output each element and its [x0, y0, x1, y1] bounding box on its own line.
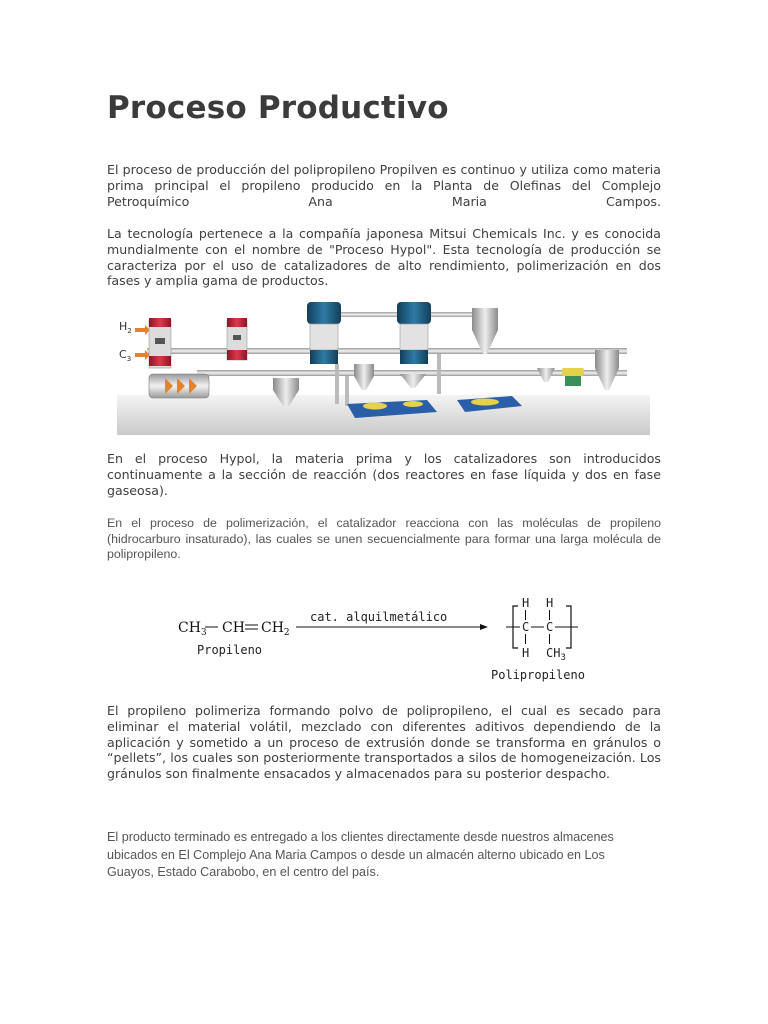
paragraph-hypol-process: En el proceso Hypol, la materia prima y los catalizadores son introducidos continuamente a la sección de reacción (dos reactores en fase líquida y dos en fase gaseosa).	[107, 451, 661, 498]
gas-reactor-2	[397, 302, 431, 364]
pipe-upper	[147, 348, 627, 354]
reaction-scheme	[170, 590, 610, 690]
gas-reactor-1	[307, 302, 341, 364]
pipe-vertical-2	[345, 376, 349, 406]
product-structure	[506, 596, 578, 663]
paragraph-delivery: El producto terminado es entregado a los clientes directamente desde nuestros almacenes ubicados en El Complejo Ana Maria Campos o desde un almacén alterno ubicado en Los Guayos, Estado Carabobo, en el centro del país.	[107, 830, 614, 879]
bagging-station	[562, 368, 584, 386]
catalyst-drum	[149, 374, 209, 398]
c3-label: $C_3$	[119, 348, 132, 363]
process-flow-diagram	[117, 290, 650, 435]
product-name: Polipropileno	[491, 668, 585, 682]
paragraph-raw-material: El proceso de producción del polipropileno Propilven es continuo y utiliza como materia prima principal el propileno producido en la Planta de Olefinas del Complejo Petroquímico Ana Maria Campos.	[107, 162, 661, 209]
arrow-label: cat. alquilmetálico	[310, 610, 448, 624]
carbon-left: C	[522, 620, 530, 634]
liquid-reactor-1	[149, 318, 171, 368]
reactant-formula: $CH_3$	[178, 620, 207, 638]
h-bottom: H	[522, 646, 530, 660]
reaction-arrow-icon	[480, 624, 488, 630]
paragraph-pelletizing: El propileno polimeriza formando polvo de polipropileno, el cual es secado para eliminar el material volátil, mezclado con diferentes aditivos dependiendo de la aplicación y sometido a un proceso de extrusión donde se transforma en gránulos o “pellets”, los cuales son posteriormente transportados a silos de homogeneización. Los gránulos son finalmente ensacados y almacenados para su posterior despacho.	[107, 703, 661, 782]
reactant-ch: CH	[222, 620, 245, 636]
h2-label: $H_2$	[119, 320, 132, 335]
reactant-name: Propileno	[197, 643, 263, 657]
liquid-reactor-2	[227, 318, 247, 360]
h-top-left: H	[522, 596, 530, 610]
h-top-right: H	[546, 596, 554, 610]
ch3-bottom: $CH_3$	[546, 646, 566, 663]
pipe-vertical-3	[437, 354, 441, 394]
page-title: Proceso Productivo	[107, 90, 449, 126]
reactant-ch2: $CH_2$	[261, 620, 290, 638]
paragraph-technology: La tecnología pertenece a la compañía japonesa Mitsui Chemicals Inc. y es conocida mundialmente con el nombre de "Proceso Hypol". Esta tecnología de producción se caracteriza por el uso de catalizadores de alto rendimiento, polimerización en dos fases y amplia gama de productos.	[107, 226, 661, 289]
pipe-vertical-1	[335, 364, 339, 404]
paragraph-polymerization: En el proceso de polimerización, el catalizador reacciona con las moléculas de propileno (hidrocarburo insaturado), las cuales se unen secuencialmente para formar una larga molécula de polipropileno.	[107, 516, 661, 562]
carbon-right: C	[546, 620, 554, 634]
